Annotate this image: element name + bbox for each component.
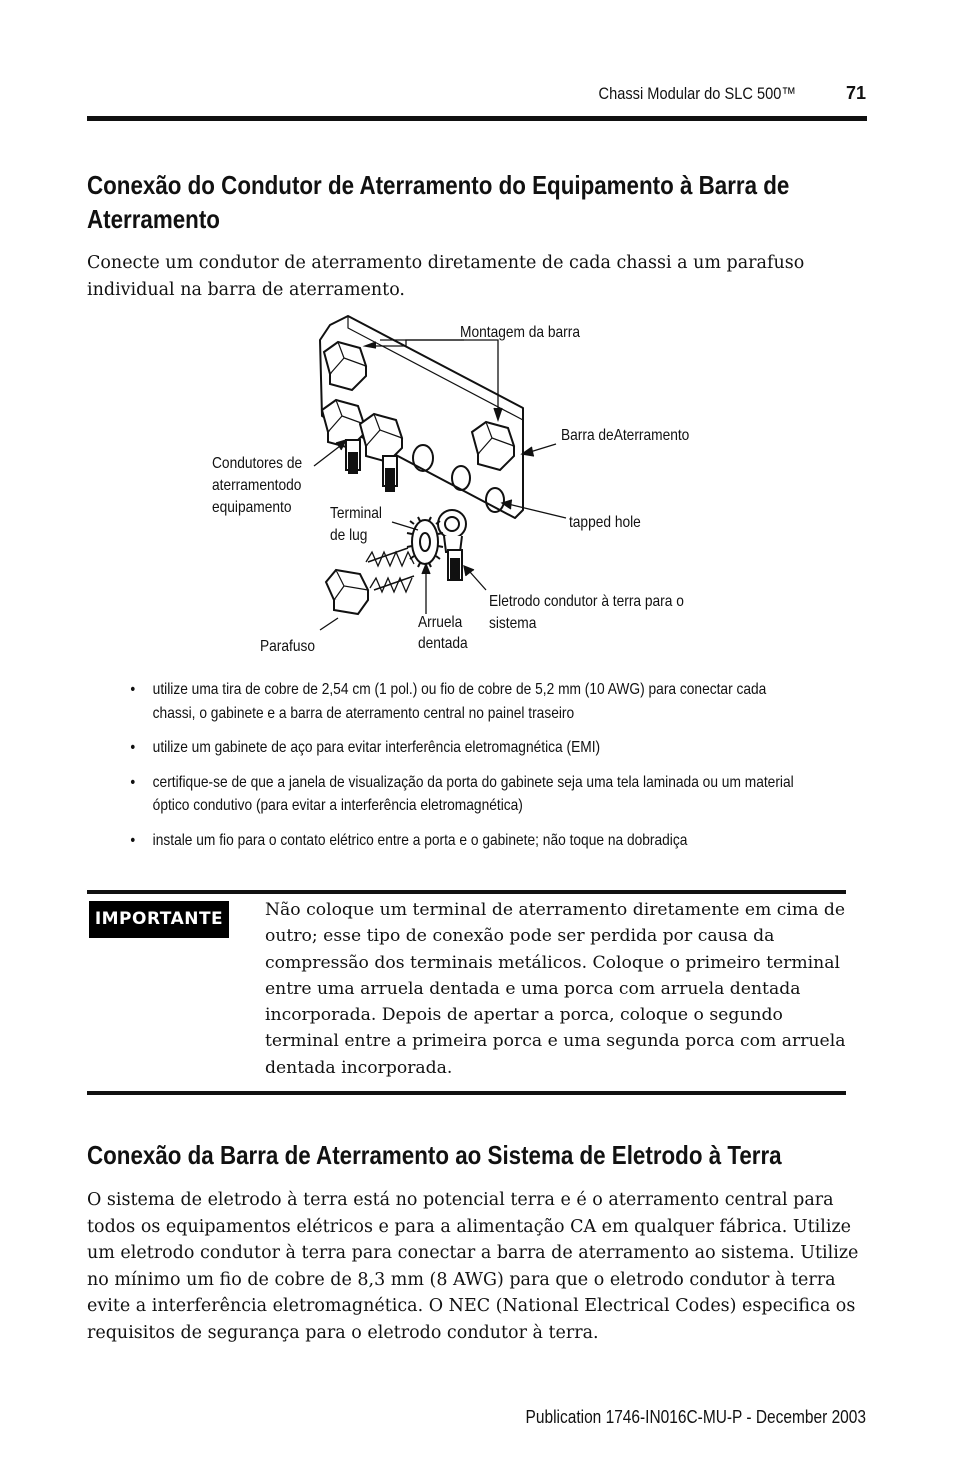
list-item: • certifique-se de que a janela de visualização da porta do gabinete seja uma tela laminada ou um material óptico condutivo (para evitar a interferência eletromagnética) [130,773,794,814]
publication-footer: Publication 1746-IN016C-MU-P - December 2003 [525,1407,866,1427]
label-barra: Barra deAterramento [560,426,690,445]
grounding-bar-figure [180,300,740,670]
section-heading-electrode-system: Conexão da Barra de Aterramento ao Sistema de Eletrodo à Terra [87,1140,782,1170]
label-tapped-hole: tapped hole [568,513,641,532]
label-arruela-2: dentada [417,634,468,653]
label-condutores-2: aterramentodo [211,476,302,495]
label-eletrodo-1: Eletrodo condutor à terra para o [488,592,684,611]
label-condutores-1: Condutores de [211,454,303,473]
system-electrode-conductor [450,558,460,580]
section-intro-paragraph: Conecte um condutor de aterramento diretamente de cada chassi a um parafuso individual na barra de aterramento. [87,253,805,300]
list-item: • utilize uma tira de cobre de 2,54 cm (1 pol.) ou fio de cobre de 5,2 mm (10 AWG) para conectar cada chassi, o gabinete e a barra de aterramento central no painel traseiro [130,681,767,722]
screw [326,548,414,614]
label-eletrodo-2: sistema [488,614,537,633]
label-arruela-1: Arruela [417,613,463,632]
important-badge: IMPORTANTE [89,901,229,938]
bullet-list [120,678,799,863]
list-item: • utilize um gabinete de aço para evitar interferência eletromagnética (EMI) [130,739,601,756]
mount-bolt-right [472,422,514,470]
header-rule [87,116,867,121]
label-terminal-1: Terminal [329,504,382,523]
label-condutores-3: equipamento [211,498,292,517]
important-rule-top [87,890,846,894]
conductor-bolt-2 [360,414,402,462]
label-montagem: Montagem da barra [460,323,580,342]
mount-bolt-top [324,342,366,390]
running-header-title: Chassi Modular do SLC 500™ [598,84,796,103]
page-number: 71 [845,83,866,103]
section-heading-equipment-conductor: Conexão do Condutor de Aterramento do Equipamento à Barra de Aterramento [87,170,790,234]
list-item: • instale um fio para o contato elétrico entre a porta e o gabinete; não toque na dobradiça [130,831,688,849]
section2-paragraph: O sistema de eletrodo à terra está no potencial terra e é o aterramento central para todos os equipamentos elétricos e para a alimentação CA em qualquer fábrica. Utilize um eletrodo condutor à terra para conectar a barra de aterramento ao sistema. Utilize no mínimo um fio de cobre de 8,3 mm (8 AWG) para que o eletrodo condutor à terra evite a interferência eletromagnética. O NEC (National Electrical Codes) especifica os requisitos de segurança para o eletrodo condutor à terra. [87,1190,859,1343]
important-text: Não coloque um terminal de aterramento diretamente em cima de outro; esse tipo de conexão pode ser perdida por causa da compressão dos terminais metálicos. Coloque o primeiro terminal entre uma arruela dentada e uma porca com arruela dentada incorporada. Depois de apertar a porca, coloque o segundo terminal entre a primeira porca e uma segunda porca com arruela dentada incorporada. [265,900,846,1078]
important-rule-bottom [87,1091,846,1095]
label-parafuso: Parafuso [259,637,316,656]
label-terminal-2: de lug [329,526,368,545]
